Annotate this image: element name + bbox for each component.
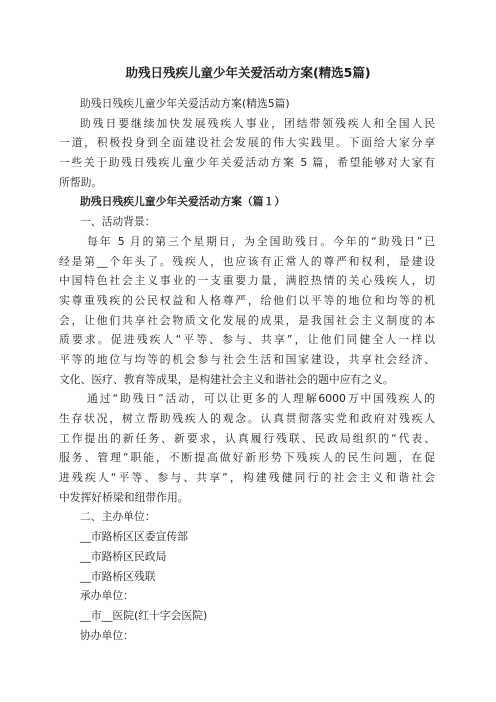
paragraph-line: 会，让他们共享社会物质文化发展的成果，是我国社会主义制度的本 [59, 313, 435, 327]
paragraph-line: 生存状况，树立帮助残疾人的观念。认真贯彻落实党和政府对残疾人 [59, 412, 435, 425]
paragraph-line: 平等的地位与均等的机会参与社会生活和国家建设，共享社会经济、 [59, 352, 435, 366]
intro-line: 助残日要继续加快发展残疾人事业，团结带领残疾人和全国人民 [80, 116, 435, 130]
subsection-heading: 二、主办单位： [80, 510, 156, 524]
subtitle-line: 助残日残疾儿童少年关爱活动方案(精选5篇) [80, 97, 290, 110]
document-body [59, 94, 435, 645]
paragraph-line: 经是第__个年头了。残疾人，也应该有正常人的尊严和权利，是建设 [59, 254, 435, 268]
paragraph-line: 文化、医疗、教育等成果，是构建社会主义和谐社会的题中应有之义。 [59, 372, 394, 386]
intro-line: 一道，积极投身到全面建设社会发展的伟大实践里。下面给大家分享 [59, 136, 435, 150]
paragraph-line: 通过“助残日”活动，可以让更多的人理解6000万中国残疾人的 [87, 392, 435, 406]
paragraph-line: 每年 5 月的第三个星期日，为全国助残日。今年的“助残日”已 [87, 234, 435, 248]
intro-line: 一些关于助残日残疾儿童少年关爱活动方案 5 篇，希望能够对大家有 [59, 156, 435, 170]
document-title: 助残日残疾儿童少年关爱活动方案(精选5篇) [125, 65, 371, 80]
paragraph-line: 实尊重残疾的公民权益和人格尊严，给他们以平等的地位和均等的机 [59, 293, 435, 307]
list-item: __市路桥区民政局 [80, 549, 167, 563]
paragraph-line: 工作提出的新任务、新要求，认真履行残联、民政局组织的“代表、 [59, 431, 435, 445]
list-item: __市路桥区区委宣传部 [80, 530, 188, 544]
subsection-heading: 协办单位： [80, 628, 134, 642]
section-heading: 助残日残疾儿童少年关爱活动方案（篇１） [80, 195, 286, 209]
list-item: __市__医院(红十字会医院) [80, 608, 208, 622]
subsection-heading: 一、活动背景： [80, 215, 156, 229]
paragraph-line: 质要求。促进残疾人“平等、参与、共享”，让他们同健全人一样以 [59, 333, 435, 347]
subsection-heading: 承办单位： [80, 589, 134, 603]
paragraph-line: 中国特色社会主义事业的一支重要力量，满腔热情的关心残疾人，切 [59, 274, 435, 288]
list-item: __市路桥区残联 [80, 569, 156, 583]
intro-line: 所帮助。 [59, 175, 103, 189]
paragraph-line: 进残疾人“平等、参与、共享”，构建残健同行的社会主义和谐社会 [59, 471, 435, 485]
paragraph-line: 服务、管理”职能，不断提高做好新形势下残疾人的民生问题，在促 [59, 451, 435, 465]
paragraph-line: 中发挥好桥梁和纽带作用。 [59, 490, 189, 504]
